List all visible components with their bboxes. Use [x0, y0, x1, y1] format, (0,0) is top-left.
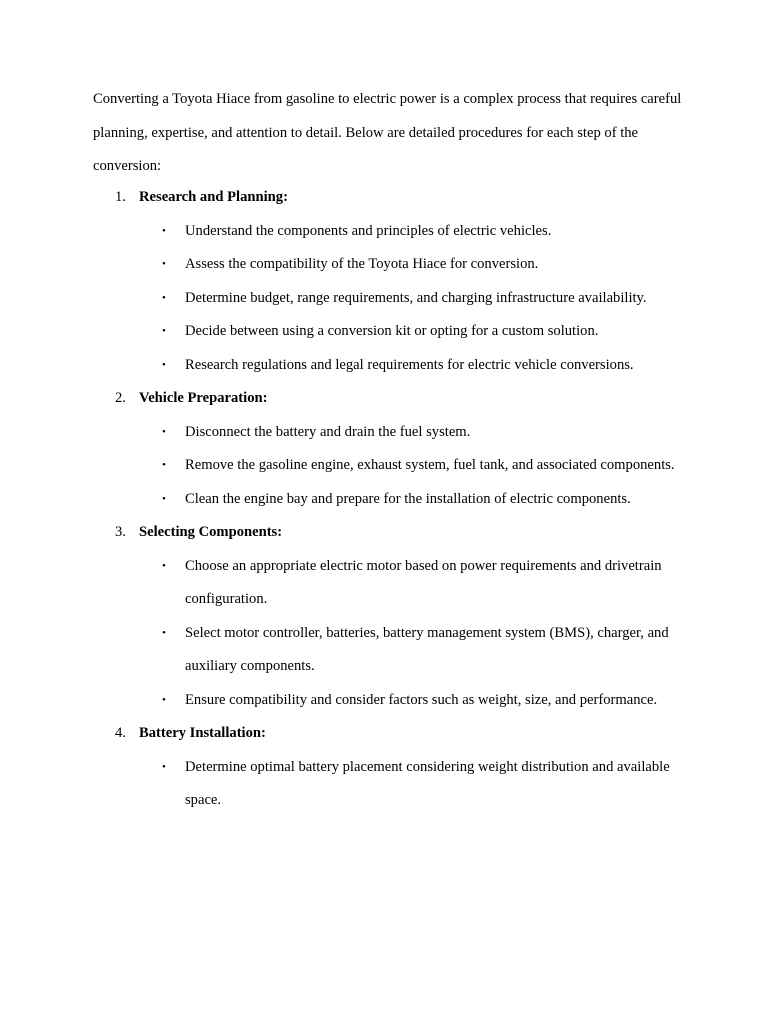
- step-number: 2.: [115, 390, 126, 406]
- bullet-text: Determine optimal battery placement considering weight distribution and available space.: [185, 758, 670, 808]
- bullet-icon: •: [162, 626, 166, 639]
- bullet-text: Decide between using a conversion kit or opting for a custom solution.: [185, 323, 599, 339]
- bullet-list: [0, 215, 768, 383]
- step-title: Vehicle Preparation:: [139, 390, 268, 406]
- step-title: Research and Planning:: [139, 189, 288, 205]
- bullet-icon: •: [162, 559, 166, 572]
- step-number: 1.: [115, 189, 126, 205]
- bullet-item: [0, 751, 768, 818]
- bullet-icon: •: [162, 425, 166, 438]
- bullet-item: [0, 617, 768, 684]
- step-number: 4.: [115, 725, 126, 741]
- bullet-item: [0, 550, 768, 617]
- bullet-item: [0, 215, 768, 249]
- step-item: [0, 181, 768, 382]
- bullet-icon: •: [162, 459, 166, 471]
- bullet-text: Clean the engine bay and prepare for the installation of electric components.: [185, 490, 631, 507]
- step-title: Selecting Components:: [139, 524, 283, 540]
- bullet-text: Select motor controller, batteries, battery management system (BMS), charger, and auxiliary components.: [185, 624, 669, 674]
- bullet-item: [0, 449, 768, 483]
- bullet-text: Determine budget, range requirements, and charging infrastructure availability.: [185, 289, 647, 306]
- step-item: [0, 382, 768, 516]
- bullet-list: [0, 751, 768, 818]
- bullet-item: [0, 248, 768, 282]
- bullet-item: [0, 684, 768, 718]
- bullet-item: [0, 282, 768, 316]
- bullet-icon: •: [162, 224, 166, 237]
- intro-paragraph: Converting a Toyota Hiace from gasoline to electric power is a complex process that requires careful planning, expertise, and attention to detail. Below are detailed procedures for each step of the conversion:: [93, 91, 682, 174]
- bullet-item: [0, 416, 768, 450]
- step-item: [0, 717, 768, 818]
- bullet-list: [0, 550, 768, 718]
- bullet-icon: •: [162, 291, 166, 304]
- bullet-text: Understand the components and principles of electric vehicles.: [185, 222, 552, 239]
- bullet-text: Assess the compatibility of the Toyota Hiace for conversion.: [185, 256, 539, 272]
- step-heading: [0, 516, 768, 550]
- bullet-icon: •: [162, 325, 166, 337]
- bullet-item: [0, 315, 768, 349]
- step-number: 3.: [115, 524, 126, 540]
- bullet-list: [0, 416, 768, 517]
- step-title: Battery Installation:: [139, 725, 266, 741]
- bullet-text: Ensure compatibility and consider factors such as weight, size, and performance.: [185, 691, 658, 708]
- bullet-text: Choose an appropriate electric motor based on power requirements and drivetrain configuration.: [185, 557, 662, 607]
- bullet-text: Disconnect the battery and drain the fuel system.: [185, 423, 471, 440]
- bullet-icon: •: [162, 258, 166, 270]
- bullet-icon: •: [162, 693, 166, 706]
- step-heading: [0, 717, 768, 751]
- bullet-text: Remove the gasoline engine, exhaust system, fuel tank, and associated components.: [185, 457, 675, 473]
- step-heading: [0, 382, 768, 416]
- bullet-item: [0, 349, 768, 383]
- bullet-item: [0, 483, 768, 517]
- bullet-icon: •: [162, 760, 166, 773]
- step-item: [0, 516, 768, 717]
- bullet-icon: •: [162, 358, 166, 371]
- bullet-icon: •: [162, 492, 166, 505]
- step-heading: [0, 181, 768, 215]
- steps-list: [0, 181, 768, 818]
- bullet-text: Research regulations and legal requirements for electric vehicle conversions.: [185, 356, 634, 373]
